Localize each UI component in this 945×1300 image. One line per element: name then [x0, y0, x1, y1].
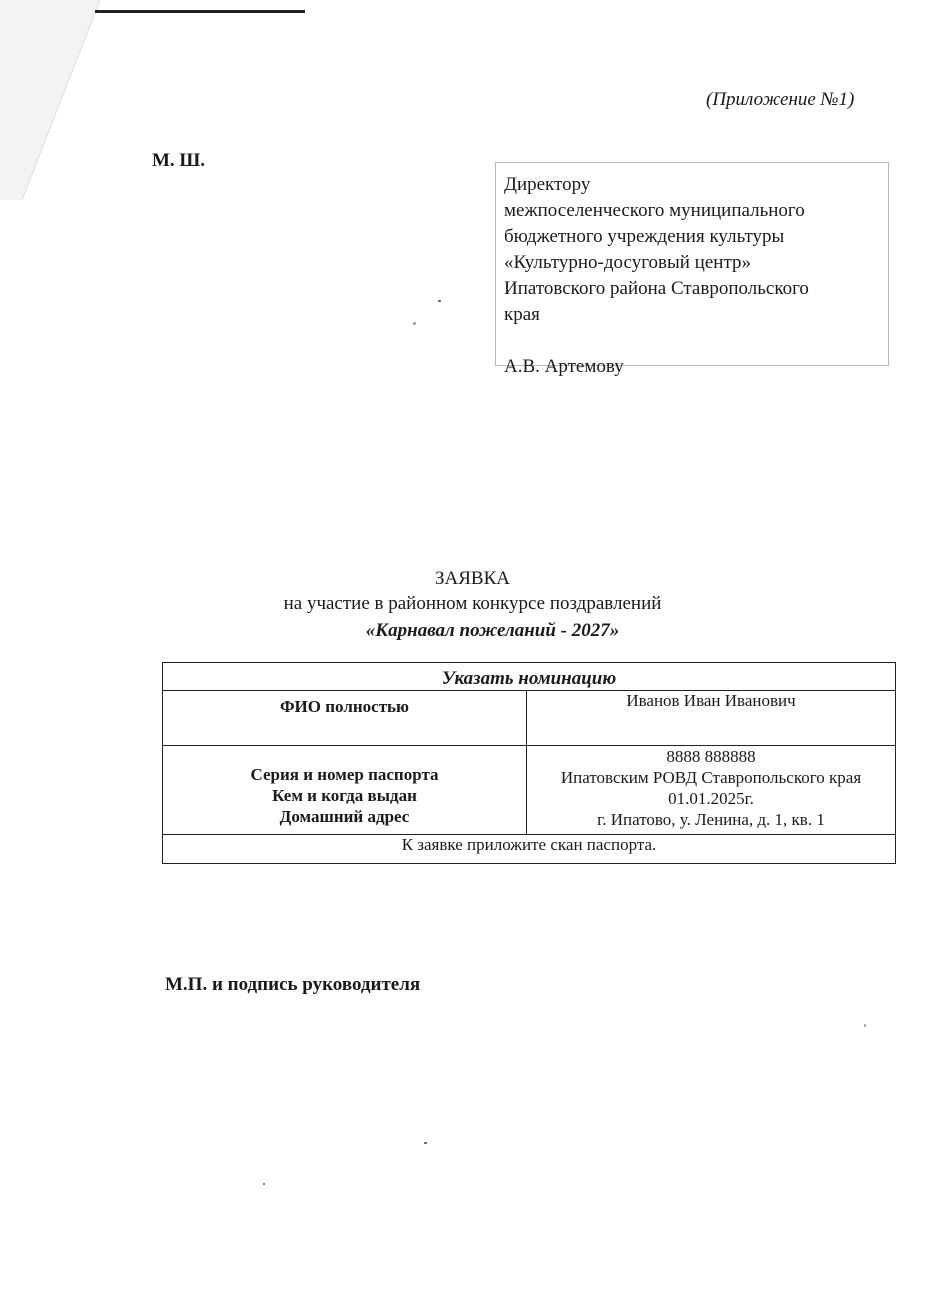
document-subtitle: на участие в районном конкурсе поздравлений — [283, 593, 662, 614]
scan-speck — [413, 322, 416, 325]
addressee-line: Директору — [504, 174, 591, 195]
scan-speck — [424, 1142, 427, 1144]
application-form-table — [162, 662, 896, 864]
home-address-label: Домашний адрес — [279, 806, 410, 826]
scan-speck — [864, 1024, 866, 1027]
addressee-line: «Культурно-досуговый центр» — [504, 252, 751, 273]
full-name-value: Иванов Иван Иванович — [527, 691, 896, 746]
table-row — [163, 835, 896, 864]
full-name-label: ФИО полностью — [163, 691, 527, 746]
passport-number-label: Серия и номер паспорта — [250, 764, 439, 784]
addressee-name: А.В. Артемову — [504, 356, 624, 377]
scan-speck — [263, 1183, 265, 1185]
table-row — [163, 746, 896, 835]
attachment-note: К заявке приложите скан паспорта. — [163, 835, 896, 864]
addressee-line: межпоселенческого муниципального — [504, 200, 805, 221]
nomination-header: Указать номинацию — [163, 663, 896, 691]
appendix-note: (Приложение №1) — [706, 89, 855, 110]
contest-name: «Карнавал пожеланий - 2027» — [365, 620, 620, 641]
scan-speck — [438, 300, 441, 302]
table-row — [163, 691, 896, 746]
scan-fold-shadow — [0, 0, 100, 200]
addressee-line: бюджетного учреждения культуры — [504, 226, 785, 247]
passport-issued-date-value: 01.01.2025г. — [668, 789, 754, 808]
passport-issued-by-value: Ипатовским РОВД Ставропольского края — [560, 768, 862, 787]
stamp-placeholder: М. Ш. — [152, 150, 206, 171]
passport-values-cell — [527, 746, 896, 835]
table-row — [163, 663, 896, 691]
document-title: ЗАЯВКА — [435, 568, 510, 589]
signature-line: М.П. и подпись руководителя — [165, 974, 421, 995]
home-address-value: г. Ипатово, у. Ленина, д. 1, кв. 1 — [597, 810, 825, 829]
addressee-spacer — [504, 328, 888, 354]
addressee-line: Ипатовского района Ставропольского — [504, 278, 809, 299]
addressee-line: края — [504, 304, 540, 325]
addressee-block — [495, 162, 889, 377]
passport-issued-label: Кем и когда выдан — [272, 785, 417, 805]
scan-top-rule — [95, 10, 305, 13]
passport-labels-cell — [163, 746, 527, 835]
passport-number-value: 8888 888888 — [666, 747, 756, 766]
